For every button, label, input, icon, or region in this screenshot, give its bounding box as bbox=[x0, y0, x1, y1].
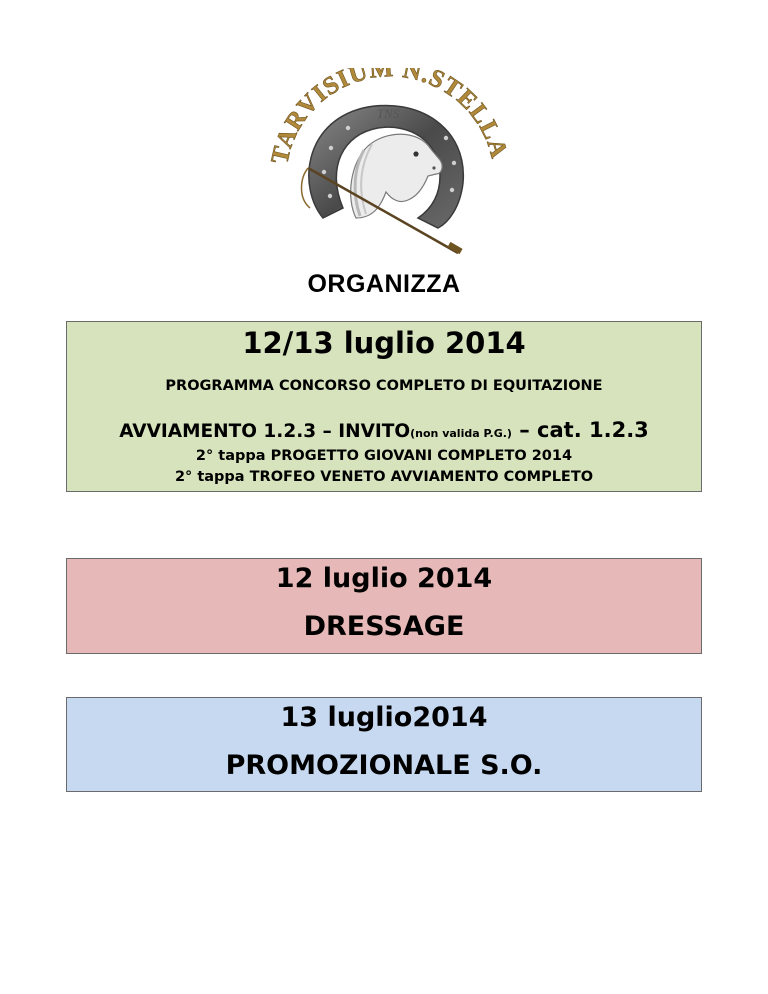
day1-event: DRESSAGE bbox=[303, 611, 465, 642]
club-logo bbox=[268, 68, 508, 258]
day2-event: PROMOZIONALE S.O. bbox=[225, 750, 543, 781]
organizza-heading: ORGANIZZA bbox=[307, 270, 461, 298]
avviamento-line bbox=[67, 418, 701, 442]
day1-box bbox=[66, 558, 702, 654]
event-dates: 12/13 luglio 2014 bbox=[242, 326, 526, 360]
event-program-title: PROGRAMMA CONCORSO COMPLETO DI EQUITAZIONE bbox=[165, 378, 603, 394]
tappa-progetto-giovani: 2° tappa PROGETTO GIOVANI COMPLETO 2014 bbox=[195, 448, 573, 464]
logo-monogram: TNS bbox=[376, 106, 400, 121]
day2-date: 13 luglio2014 bbox=[280, 702, 488, 733]
event-program-box bbox=[66, 321, 702, 492]
logo-arc-text: TARVISIUM N.STELL bbox=[268, 68, 506, 167]
day1-date: 12 luglio 2014 bbox=[275, 563, 493, 594]
avviamento-main: AVVIAMENTO 1.2.3 – INVITO bbox=[119, 421, 411, 442]
avviamento-cat: – cat. 1.2.3 bbox=[511, 418, 649, 442]
avviamento-note: (non valida P.G.) bbox=[410, 427, 512, 440]
day2-box bbox=[66, 697, 702, 792]
horse-horseshoe-icon bbox=[268, 68, 508, 258]
tappa-trofeo-veneto: 2° tappa TROFEO VENETO AVVIAMENTO COMPLETO bbox=[174, 469, 594, 485]
